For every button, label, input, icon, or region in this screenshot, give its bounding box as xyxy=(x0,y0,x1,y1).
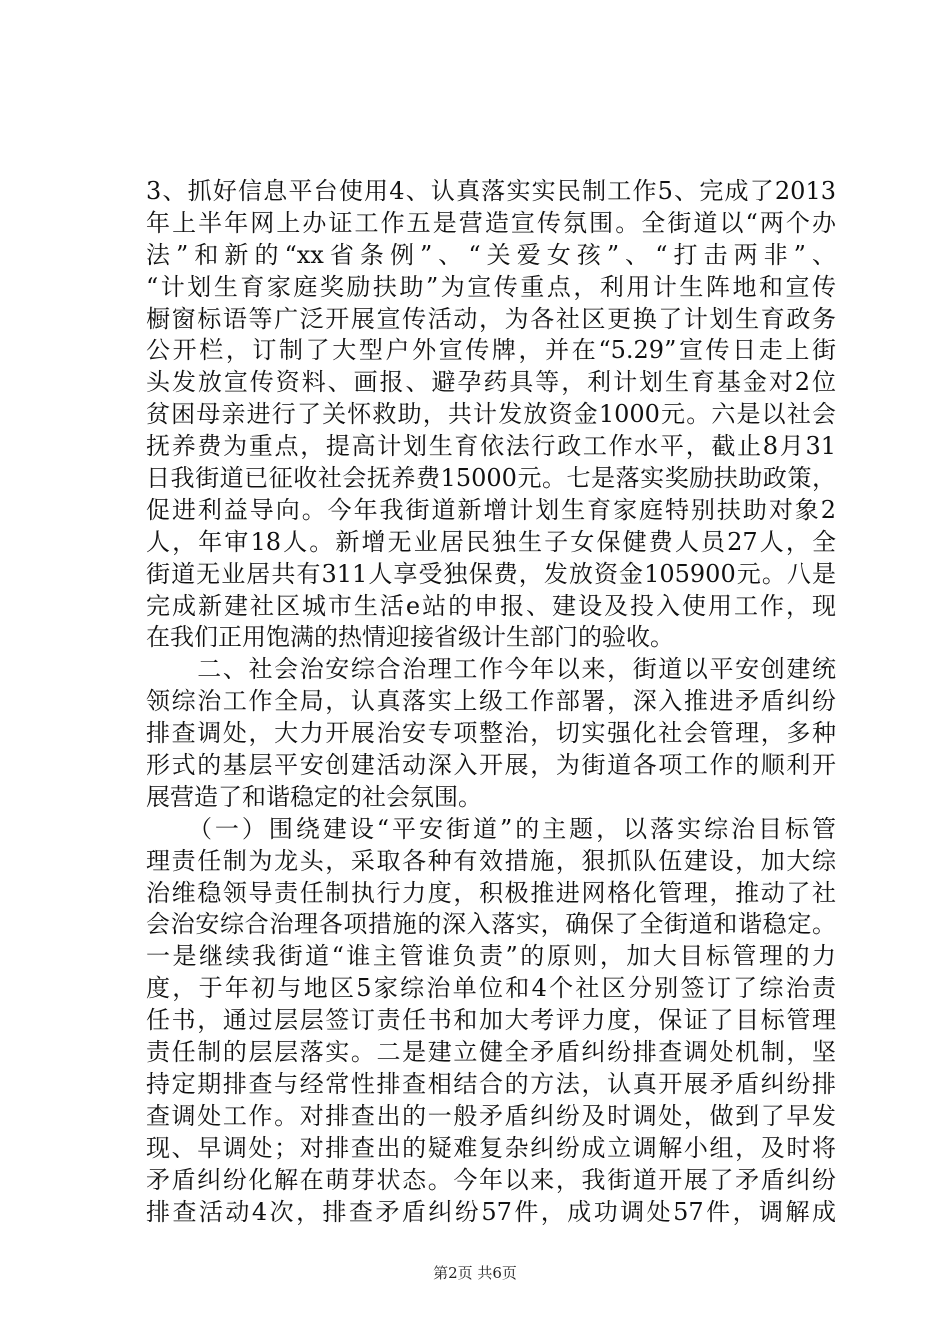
text-line: 领综治工作全局，认真落实上级工作部署，深入推进矛盾纠纷 xyxy=(146,687,836,716)
text-line: 排查调处，大力开展治安专项整治，切实强化社会管理，多种 xyxy=(146,719,836,748)
text-line: 贫困母亲进行了关怀救助，共计发放资金1000元。六是以社会 xyxy=(146,400,836,429)
text-line: 排查活动4次，排查矛盾纠纷57件，成功调处57件，调解成 xyxy=(146,1197,836,1226)
text-line: 会治安综合治理各项措施的深入落实，确保了全街道和谐稳定。 xyxy=(146,910,836,939)
text-line: 法”和新的“xx省条例”、“关爱女孩”、“打击两非”、 xyxy=(146,240,836,269)
text-line: 年上半年网上办证工作五是营造宣传氛围。全街道以“两个办 xyxy=(146,208,836,237)
text-line: 展营造了和谐稳定的社会氛围。 xyxy=(146,782,482,811)
page-footer: 第2页 共6页 xyxy=(433,1264,517,1282)
text-line: 人，年审18人。新增无业居民独生子女保健费人员27人，全 xyxy=(146,527,836,556)
text-line: 理责任制为龙头，采取各种有效措施，狠抓队伍建设，加大综 xyxy=(146,846,836,875)
text-line: 责任制的层层落实。二是建立健全矛盾纠纷排查调处机制，坚 xyxy=(146,1038,836,1067)
text-lines xyxy=(146,176,836,1228)
text-line: 街道无业居共有311人享受独保费，发放资金105900元。八是 xyxy=(146,559,836,588)
document-body xyxy=(146,176,836,1228)
text-line: 二、社会治安综合治理工作今年以来，街道以平安创建统 xyxy=(146,655,836,684)
text-line: 持定期排查与经常性排查相结合的方法，认真开展矛盾纠纷排 xyxy=(146,1069,836,1098)
text-line: 促进利益导向。今年我街道新增计划生育家庭特别扶助对象2 xyxy=(146,495,836,524)
text-line: “计划生育家庭奖励扶助”为宣传重点，利用计生阵地和宣传 xyxy=(146,272,836,301)
text-line: 完成新建社区城市生活e站的申报、建设及投入使用工作，现 xyxy=(146,591,836,620)
text-line: 现、早调处；对排查出的疑难复杂纠纷成立调解小组，及时将 xyxy=(146,1133,836,1162)
text-line: 橱窗标语等广泛开展宣传活动，为各社区更换了计划生育政务 xyxy=(146,304,836,333)
text-line: 治维稳领导责任制执行力度，积极推进网格化管理，推动了社 xyxy=(146,878,836,907)
text-line: 在我们正用饱满的热情迎接省级计生部门的验收。 xyxy=(146,623,674,652)
text-line: 公开栏，订制了大型户外宣传牌，并在“5.29”宣传日走上街 xyxy=(146,336,836,365)
text-line: 矛盾纠纷化解在萌芽状态。今年以来，我街道开展了矛盾纠纷 xyxy=(146,1165,836,1194)
text-line: 3、抓好信息平台使用4、认真落实实民制工作5、完成了2013 xyxy=(146,177,836,205)
text-line: 日我街道已征收社会抚养费15000元。七是落实奖励扶助政策， xyxy=(146,464,836,493)
text-line: 头发放宣传资料、画报、避孕药具等，利计划生育基金对2位 xyxy=(146,368,836,397)
text-line: 形式的基层平安创建活动深入开展，为街道各项工作的顺利开 xyxy=(146,751,836,780)
text-line: 一是继续我街道“谁主管谁负责”的原则，加大目标管理的力 xyxy=(146,942,836,971)
text-line: 查调处工作。对排查出的一般矛盾纠纷及时调处，做到了早发 xyxy=(146,1101,836,1130)
text-line: 抚养费为重点，提高计划生育依法行政工作水平，截止8月31 xyxy=(146,432,836,461)
text-line: 任书，通过层层签订责任书和加大考评力度，保证了目标管理 xyxy=(146,1006,836,1035)
text-line: 度，于年初与地区5家综治单位和4个社区分别签订了综治责 xyxy=(146,974,836,1003)
text-line: （一）围绕建设“平安街道”的主题，以落实综治目标管 xyxy=(146,814,836,843)
